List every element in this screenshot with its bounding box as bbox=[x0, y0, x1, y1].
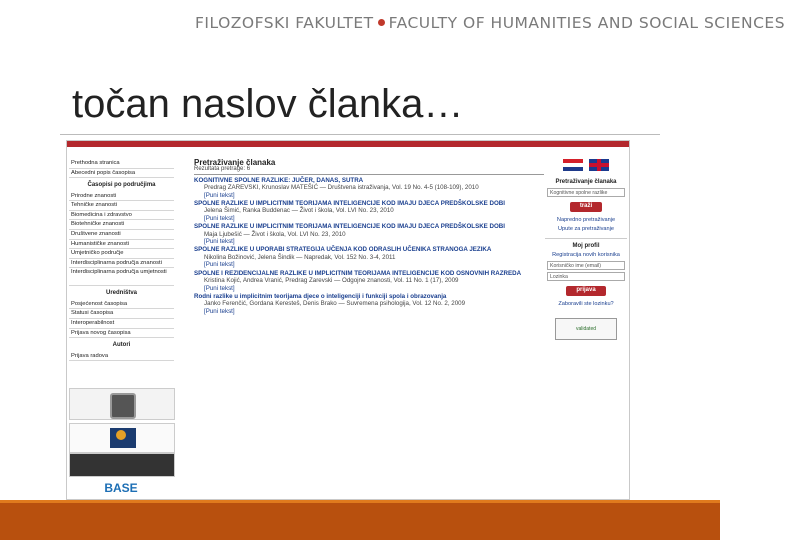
search-results bbox=[194, 159, 544, 316]
left-navigation bbox=[69, 159, 174, 361]
nav-section-authors: Autori bbox=[112, 342, 131, 349]
article-title[interactable]: KOGNITIVNE SPOLNE RAZLIKE: JUČER, DANAS, SUTRA bbox=[194, 176, 364, 184]
article-title[interactable]: SPOLNE RAZLIKE U IMPLICITNIM TEORIJAMA INTELIGENCIJE KOD IMAJU DJECA PREDŠKOLSKE DOBI bbox=[194, 200, 505, 208]
search-help-link[interactable]: Upute za pretraživanje bbox=[558, 226, 614, 233]
nav-item-social-sciences[interactable]: Društvene znanosti bbox=[69, 230, 174, 240]
nav-section-editors: Uredništva bbox=[105, 290, 137, 297]
partner-logo-2[interactable] bbox=[69, 423, 175, 453]
nav-item-technical-sciences[interactable]: Tehničke znanosti bbox=[69, 201, 174, 211]
partner-logo-1[interactable] bbox=[69, 388, 175, 420]
full-text-link[interactable]: [Puni tekst] bbox=[204, 214, 235, 222]
full-text-link[interactable]: [Puni tekst] bbox=[204, 261, 235, 269]
nav-item-biomedicine[interactable]: Biomedicina i zdravstvo bbox=[69, 211, 174, 221]
article-meta: Kristina Kojić, Andrea Vranić, Predrag Zarevski — Odgojne znanosti, Vol. 11 No. 1 (17), 2009 bbox=[204, 277, 459, 285]
article-item bbox=[194, 223, 544, 245]
hrcak-screenshot bbox=[66, 140, 630, 500]
header-dot bbox=[378, 19, 385, 26]
site-top-strip bbox=[67, 141, 629, 147]
nav-item-interdisciplinary-sciences[interactable]: Interdisciplinarna područja znanosti bbox=[69, 259, 174, 269]
croatian-flag-icon[interactable] bbox=[563, 159, 583, 171]
faculty-name-hr: FILOZOFSKI FAKULTET bbox=[195, 14, 374, 32]
sidebar-divider bbox=[545, 238, 627, 239]
register-link[interactable]: Registracija novih korisnika bbox=[552, 252, 620, 259]
nav-item-biotechnical[interactable]: Biotehničke znanosti bbox=[69, 220, 174, 230]
article-meta: Maja Ljubešić — Život i škola, Vol. LVI No. 23, 2010 bbox=[204, 230, 346, 238]
nav-item-previous[interactable]: Prethodna stranica bbox=[69, 159, 174, 169]
results-count: Rezultata pretrage: 6 bbox=[194, 166, 544, 174]
language-flags bbox=[545, 159, 627, 173]
article-item bbox=[194, 200, 544, 222]
search-input[interactable]: Kognitivne spolne razlike bbox=[547, 188, 625, 197]
full-text-link[interactable]: [Puni tekst] bbox=[204, 238, 235, 246]
results-heading: Pretraživanje članaka bbox=[194, 158, 276, 167]
full-text-link[interactable]: [Puni tekst] bbox=[204, 284, 235, 292]
nav-item-submit-paper[interactable]: Prijava radova bbox=[69, 352, 174, 362]
article-meta: Jelena Šimić, Ranka Buddenac — Život i škola, Vol. LVI No. 23, 2010 bbox=[204, 207, 394, 215]
article-list bbox=[194, 177, 544, 315]
nav-item-natural-sciences[interactable]: Prirodne znanosti bbox=[69, 192, 174, 202]
article-item bbox=[194, 293, 544, 315]
right-sidebar bbox=[545, 159, 627, 340]
nav-item-visits[interactable]: Posjećenost časopisa bbox=[69, 300, 174, 310]
nav-item-new-journal[interactable]: Prijava novog časopisa bbox=[69, 329, 174, 339]
password-field[interactable]: Lozinka bbox=[547, 272, 625, 281]
search-button[interactable]: traži bbox=[570, 202, 602, 211]
article-meta: Predrag ZAREVSKI, Krunoslav MATEŠIĆ — Društvena istraživanja, Vol. 19 No. 4-5 (108-109), 2010 bbox=[204, 184, 479, 192]
full-text-link[interactable]: [Puni tekst] bbox=[204, 307, 235, 315]
article-meta: Nikolina Božinović, Jelena Šindik — Napredak, Vol. 152 No. 3-4, 2011 bbox=[204, 253, 396, 261]
english-flag-icon[interactable] bbox=[589, 159, 609, 171]
partner-logo-3[interactable] bbox=[69, 453, 175, 477]
article-title[interactable]: Rodni razlike u implicitnim teorijama djece o inteligenciji i funkciji spola i obrazovanja bbox=[194, 292, 447, 300]
nav-section-areas: Časopisi po područjima bbox=[87, 182, 156, 189]
article-title[interactable]: SPOLNE I REZIDENCIJALNE RAZLIKE U IMPLICITNIM TEORIJAMA INTELIGENCIJE KOD OSNOVNIH RAZREDA bbox=[194, 269, 522, 277]
article-item bbox=[194, 246, 544, 268]
article-item bbox=[194, 177, 544, 199]
forgot-password-link[interactable]: Zaboravili ste lozinku? bbox=[558, 300, 614, 307]
validated-badge: validated bbox=[555, 318, 617, 340]
username-field[interactable]: Korisničko ime (email) bbox=[547, 261, 625, 270]
article-meta: Janko Ferenčić, Gordana Keresteš, Denis Brako — Suvremena psihologija, Vol. 12 No. 2, 2009 bbox=[204, 300, 466, 308]
faculty-header bbox=[195, 14, 785, 40]
full-text-link[interactable]: [Puni tekst] bbox=[204, 191, 235, 199]
profile-label: Moj profil bbox=[572, 242, 600, 249]
login-button[interactable]: prijava bbox=[566, 286, 605, 295]
article-item bbox=[194, 270, 544, 292]
footer-accent bbox=[0, 500, 720, 503]
nav-item-statuses[interactable]: Statusi časopisa bbox=[69, 309, 174, 319]
logo-mark-icon bbox=[110, 428, 136, 448]
advanced-search-link[interactable]: Napredno pretraživanje bbox=[556, 216, 616, 223]
article-title[interactable]: SPOLNE RAZLIKE U UPORABI STRATEGIJA UČENJA KOD ODRASLIH UČENIKA STRANOGA JEZIKA bbox=[194, 246, 492, 254]
base-logo[interactable]: BASE bbox=[69, 478, 173, 499]
title-divider bbox=[60, 134, 660, 135]
seal-icon bbox=[110, 393, 136, 419]
nav-item-interoperability[interactable]: Interoperabilnost bbox=[69, 319, 174, 329]
nav-item-interdisciplinary-arts[interactable]: Interdisciplinarna područja umjetnosti bbox=[69, 268, 174, 286]
faculty-name-en: FACULTY OF HUMANITIES AND SOCIAL SCIENCES bbox=[388, 14, 785, 32]
nav-item-humanities[interactable]: Humanističke znanosti bbox=[69, 240, 174, 250]
nav-item-journal-list[interactable]: Abecedni popis časopisa bbox=[69, 169, 174, 179]
article-title[interactable]: SPOLNE RAZLIKE U IMPLICITNIM TEORIJAMA INTELIGENCIJE KOD IMAJU DJECA PREDŠKOLSKE DOBI bbox=[194, 223, 505, 231]
slide-title: točan naslov članka… bbox=[72, 82, 464, 126]
search-label: Pretraživanje članaka bbox=[555, 179, 617, 185]
nav-item-arts[interactable]: Umjetničko područje bbox=[69, 249, 174, 259]
slide-footer-bar bbox=[0, 500, 720, 540]
